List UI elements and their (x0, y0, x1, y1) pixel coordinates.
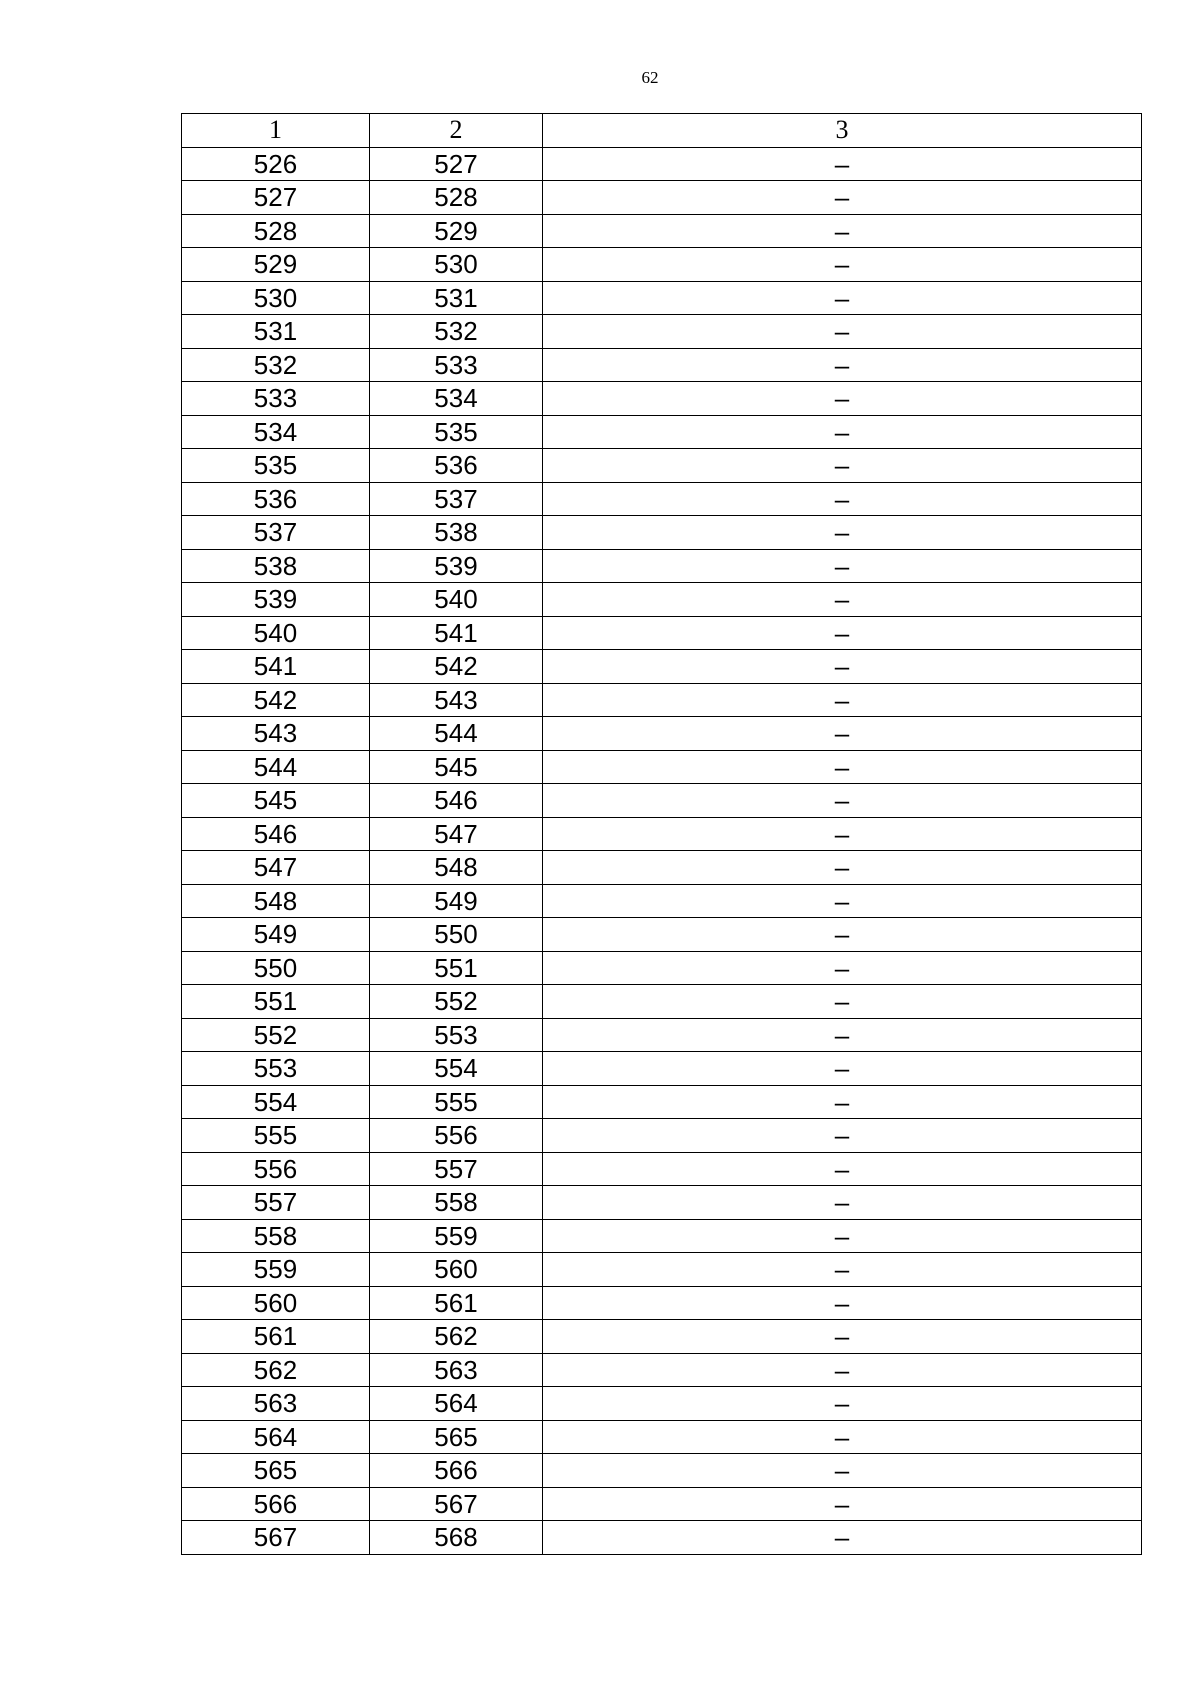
table-cell-col-1: 534 (182, 415, 370, 449)
page-number: 62 (641, 68, 659, 87)
table-row (182, 214, 1142, 248)
table-cell-col-2: 564 (370, 1387, 543, 1421)
table-cell-col-1: 544 (182, 750, 370, 784)
table-row (182, 1454, 1142, 1488)
table-cell-col-1: 564 (182, 1420, 370, 1454)
table-cell-col-1: 537 (182, 516, 370, 550)
table-row (182, 382, 1142, 416)
table-cell-col-2: 534 (370, 382, 543, 416)
table-cell-col-1: 556 (182, 1152, 370, 1186)
table-cell-col-1: 536 (182, 482, 370, 516)
table-row (182, 1253, 1142, 1287)
table-cell-col-3: – (543, 1018, 1142, 1052)
table-cell-col-2: 535 (370, 415, 543, 449)
table-row (182, 281, 1142, 315)
table-cell-col-2: 563 (370, 1353, 543, 1387)
table-cell-col-3: – (543, 918, 1142, 952)
table-cell-col-3: – (543, 181, 1142, 215)
table-cell-col-1: 555 (182, 1119, 370, 1153)
table-cell-col-2: 547 (370, 817, 543, 851)
table-cell-col-1: 531 (182, 315, 370, 349)
table-cell-col-3: – (543, 147, 1142, 181)
table-cell-col-3: – (543, 1253, 1142, 1287)
table-cell-col-1: 566 (182, 1487, 370, 1521)
table-cell-col-2: 543 (370, 683, 543, 717)
table-cell-col-3: – (543, 415, 1142, 449)
table-cell-col-1: 557 (182, 1186, 370, 1220)
table-cell-col-3: – (543, 683, 1142, 717)
table-cell-col-1: 561 (182, 1320, 370, 1354)
table-cell-col-3: – (543, 1152, 1142, 1186)
table-row (182, 1420, 1142, 1454)
table-row (182, 1018, 1142, 1052)
table-cell-col-2: 561 (370, 1286, 543, 1320)
table-cell-col-1: 543 (182, 717, 370, 751)
table-cell-col-1: 560 (182, 1286, 370, 1320)
table-cell-col-2: 540 (370, 583, 543, 617)
table-cell-col-1: 540 (182, 616, 370, 650)
table-cell-col-2: 528 (370, 181, 543, 215)
table-cell-col-2: 538 (370, 516, 543, 550)
table-cell-col-2: 560 (370, 1253, 543, 1287)
table-row (182, 348, 1142, 382)
table-cell-col-1: 528 (182, 214, 370, 248)
table-cell-col-3: – (543, 449, 1142, 483)
table-cell-col-3: – (543, 382, 1142, 416)
table-cell-col-1: 565 (182, 1454, 370, 1488)
table-cell-col-1: 562 (182, 1353, 370, 1387)
table-row (182, 951, 1142, 985)
data-table (181, 113, 1142, 1555)
table-row (182, 1085, 1142, 1119)
table-cell-col-1: 541 (182, 650, 370, 684)
table-row (182, 1052, 1142, 1086)
table-cell-col-3: – (543, 281, 1142, 315)
table-cell-col-2: 559 (370, 1219, 543, 1253)
table-cell-col-1: 550 (182, 951, 370, 985)
table-row (182, 1521, 1142, 1555)
table-cell-col-2: 539 (370, 549, 543, 583)
table-body (182, 147, 1142, 1554)
table-row (182, 851, 1142, 885)
table-cell-col-1: 558 (182, 1219, 370, 1253)
table-cell-col-2: 562 (370, 1320, 543, 1354)
table-row (182, 1152, 1142, 1186)
table-row (182, 616, 1142, 650)
table-cell-col-2: 527 (370, 147, 543, 181)
table-cell-col-1: 545 (182, 784, 370, 818)
table-row (182, 1387, 1142, 1421)
table-cell-col-2: 557 (370, 1152, 543, 1186)
table-cell-col-1: 548 (182, 884, 370, 918)
table-cell-col-1: 533 (182, 382, 370, 416)
table-cell-col-3: – (543, 482, 1142, 516)
table-cell-col-3: – (543, 1420, 1142, 1454)
table-row (182, 717, 1142, 751)
table-cell-col-2: 531 (370, 281, 543, 315)
table-cell-col-2: 553 (370, 1018, 543, 1052)
table-cell-col-2: 549 (370, 884, 543, 918)
table-cell-col-1: 554 (182, 1085, 370, 1119)
table-row (182, 784, 1142, 818)
table-cell-col-2: 566 (370, 1454, 543, 1488)
table-cell-col-1: 526 (182, 147, 370, 181)
table-cell-col-3: – (543, 315, 1142, 349)
table-cell-col-2: 537 (370, 482, 543, 516)
table-cell-col-3: – (543, 1454, 1142, 1488)
data-table-container (181, 113, 1142, 1555)
table-cell-col-2: 555 (370, 1085, 543, 1119)
table-cell-col-3: – (543, 248, 1142, 282)
table-row (182, 583, 1142, 617)
table-cell-col-3: – (543, 650, 1142, 684)
table-cell-col-2: 541 (370, 616, 543, 650)
table-cell-col-3: – (543, 1286, 1142, 1320)
table-cell-col-3: – (543, 851, 1142, 885)
table-cell-col-1: 551 (182, 985, 370, 1019)
table-cell-col-2: 545 (370, 750, 543, 784)
table-cell-col-3: – (543, 1052, 1142, 1086)
table-cell-col-1: 559 (182, 1253, 370, 1287)
table-cell-col-1: 527 (182, 181, 370, 215)
table-row (182, 315, 1142, 349)
table-row (182, 750, 1142, 784)
table-row (182, 1119, 1142, 1153)
table-cell-col-1: 529 (182, 248, 370, 282)
table-header (182, 114, 1142, 148)
table-cell-col-3: – (543, 884, 1142, 918)
table-cell-col-2: 532 (370, 315, 543, 349)
table-row (182, 683, 1142, 717)
table-row (182, 985, 1142, 1019)
table-cell-col-3: – (543, 1521, 1142, 1555)
table-cell-col-2: 556 (370, 1119, 543, 1153)
table-cell-col-1: 535 (182, 449, 370, 483)
table-cell-col-1: 542 (182, 683, 370, 717)
table-cell-col-1: 567 (182, 1521, 370, 1555)
table-row (182, 918, 1142, 952)
table-cell-col-1: 532 (182, 348, 370, 382)
table-cell-col-3: – (543, 549, 1142, 583)
table-row (182, 147, 1142, 181)
table-cell-col-3: – (543, 214, 1142, 248)
table-cell-col-3: – (543, 616, 1142, 650)
table-cell-col-3: – (543, 516, 1142, 550)
table-row (182, 650, 1142, 684)
table-cell-col-3: – (543, 1186, 1142, 1220)
table-cell-col-2: 552 (370, 985, 543, 1019)
table-cell-col-3: – (543, 750, 1142, 784)
table-cell-col-3: – (543, 1119, 1142, 1153)
table-cell-col-1: 553 (182, 1052, 370, 1086)
table-row (182, 516, 1142, 550)
table-cell-col-2: 542 (370, 650, 543, 684)
table-row (182, 1320, 1142, 1354)
table-row (182, 1487, 1142, 1521)
column-header-3: 3 (543, 114, 1142, 148)
table-cell-col-1: 563 (182, 1387, 370, 1421)
table-row (182, 1219, 1142, 1253)
table-cell-col-2: 554 (370, 1052, 543, 1086)
table-cell-col-3: – (543, 784, 1142, 818)
column-header-2: 2 (370, 114, 543, 148)
table-cell-col-2: 567 (370, 1487, 543, 1521)
table-cell-col-2: 565 (370, 1420, 543, 1454)
table-cell-col-3: – (543, 817, 1142, 851)
table-cell-col-2: 548 (370, 851, 543, 885)
table-cell-col-1: 538 (182, 549, 370, 583)
table-cell-col-2: 529 (370, 214, 543, 248)
table-cell-col-2: 568 (370, 1521, 543, 1555)
table-cell-col-3: – (543, 348, 1142, 382)
table-row (182, 884, 1142, 918)
table-cell-col-3: – (543, 1219, 1142, 1253)
column-header-1: 1 (182, 114, 370, 148)
table-cell-col-3: – (543, 1353, 1142, 1387)
table-cell-col-2: 530 (370, 248, 543, 282)
table-cell-col-3: – (543, 1487, 1142, 1521)
table-row (182, 181, 1142, 215)
table-cell-col-1: 547 (182, 851, 370, 885)
table-cell-col-3: – (543, 583, 1142, 617)
table-cell-col-2: 551 (370, 951, 543, 985)
table-row (182, 1186, 1142, 1220)
table-row (182, 549, 1142, 583)
table-row (182, 248, 1142, 282)
table-cell-col-2: 558 (370, 1186, 543, 1220)
table-row (182, 817, 1142, 851)
header-row (182, 114, 1142, 148)
table-cell-col-2: 536 (370, 449, 543, 483)
table-cell-col-2: 544 (370, 717, 543, 751)
table-row (182, 482, 1142, 516)
table-cell-col-1: 546 (182, 817, 370, 851)
table-cell-col-1: 530 (182, 281, 370, 315)
table-cell-col-1: 552 (182, 1018, 370, 1052)
table-cell-col-3: – (543, 1320, 1142, 1354)
table-row (182, 1353, 1142, 1387)
table-cell-col-3: – (543, 717, 1142, 751)
table-cell-col-3: – (543, 1085, 1142, 1119)
table-cell-col-1: 549 (182, 918, 370, 952)
table-row (182, 415, 1142, 449)
table-cell-col-3: – (543, 951, 1142, 985)
table-cell-col-2: 550 (370, 918, 543, 952)
table-cell-col-3: – (543, 1387, 1142, 1421)
table-cell-col-2: 533 (370, 348, 543, 382)
table-cell-col-1: 539 (182, 583, 370, 617)
table-row (182, 1286, 1142, 1320)
table-cell-col-3: – (543, 985, 1142, 1019)
table-row (182, 449, 1142, 483)
table-cell-col-2: 546 (370, 784, 543, 818)
